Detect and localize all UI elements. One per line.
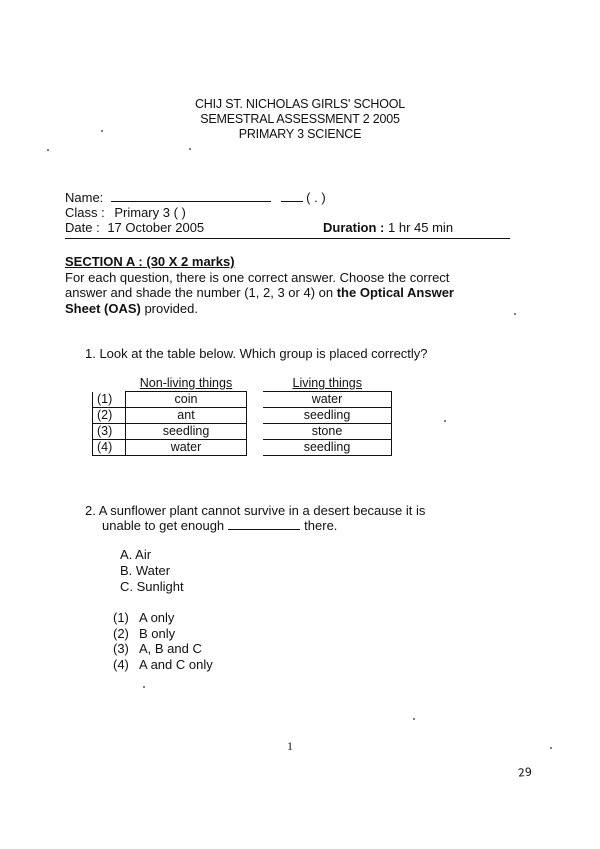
instruction-text: answer and shade the number (1, 2, 3 or 4) on <box>65 285 337 300</box>
register-bracket: ( . ) <box>306 190 326 205</box>
option-list <box>120 547 184 595</box>
name-row <box>65 190 510 205</box>
name-blank <box>111 190 271 202</box>
instruction-oas: Sheet (OAS) <box>65 300 141 316</box>
info-divider <box>65 238 510 239</box>
section-a <box>65 254 505 316</box>
date-label: Date : <box>65 220 100 235</box>
instruction-bold: the Optical Answer <box>336 285 454 300</box>
page-number: 1 <box>287 739 293 753</box>
handwritten-mark: 29 <box>517 765 533 780</box>
answer-number: (4) <box>113 656 129 672</box>
nonliving-cell: seedling <box>126 424 247 440</box>
duration-label: Duration : <box>323 220 385 235</box>
scan-speck <box>143 686 145 688</box>
scan-speck <box>189 148 191 150</box>
header-living: Living things <box>263 376 392 392</box>
table-row <box>93 440 392 456</box>
exam-header <box>0 97 600 142</box>
living-cell: stone <box>263 424 392 440</box>
answer-number: (3) <box>113 641 129 656</box>
option-item: C. Sunlight <box>120 579 184 594</box>
class-row <box>65 205 510 220</box>
row-number: (4) <box>93 440 126 456</box>
header-gap <box>247 376 264 392</box>
header-spacer <box>93 376 126 392</box>
instruction-line-1: For each question, there is one correct answer. Choose the correct <box>65 269 450 285</box>
answer-list <box>113 610 213 672</box>
table-header-row <box>93 376 392 392</box>
answer-text: A only <box>139 610 175 625</box>
table-row <box>93 392 392 408</box>
header-nonliving: Non-living things <box>126 376 247 392</box>
answer-number: (2) <box>113 625 129 641</box>
answer-blank <box>228 519 300 530</box>
class-value: Primary 3 ( ) <box>114 205 186 220</box>
section-title: SECTION A : (30 X 2 marks) <box>65 254 235 269</box>
nonliving-cell: water <box>126 440 247 456</box>
row-number: (2) <box>93 408 126 424</box>
question-2 <box>85 503 505 533</box>
date-value: 17 October 2005 <box>107 220 205 235</box>
scan-speck <box>47 149 49 151</box>
answer-number: (1) <box>113 610 129 625</box>
scan-speck <box>444 420 446 422</box>
exam-title: SEMESTRAL ASSESSMENT 2 2005 <box>200 112 400 126</box>
table-row <box>93 408 392 424</box>
instruction-line-2 <box>65 285 505 301</box>
answer-text: B only <box>139 625 176 641</box>
row-number: (3) <box>93 424 126 440</box>
living-cell: water <box>263 392 392 408</box>
duration <box>323 220 453 235</box>
answer-item <box>113 610 213 626</box>
scan-speck <box>550 747 552 749</box>
name-label: Name: <box>65 190 104 205</box>
instruction-end: provided. <box>140 300 198 316</box>
row-number: (1) <box>93 392 126 408</box>
question-2-end: there. <box>304 518 338 533</box>
subject-title: PRIMARY 3 SCIENCE <box>238 127 362 141</box>
scan-speck <box>101 130 103 132</box>
living-cell: seedling <box>263 440 392 456</box>
student-info <box>65 190 510 239</box>
answer-item <box>113 641 213 657</box>
option-item: A. Air <box>120 547 152 562</box>
scan-speck <box>413 718 415 720</box>
name-blank-2 <box>281 190 303 202</box>
answer-item <box>113 626 213 642</box>
nonliving-cell: ant <box>126 408 247 424</box>
living-cell: seedling <box>263 408 392 424</box>
scan-speck <box>514 313 516 315</box>
class-label: Class : <box>65 205 105 220</box>
answer-text: A and C only <box>139 656 213 672</box>
instruction-line-3 <box>65 301 505 317</box>
question-1: 1. Look at the table below. Which group is placed correctly? <box>85 346 428 361</box>
nonliving-cell: coin <box>126 392 247 408</box>
question-2-line-2 <box>85 518 505 533</box>
school-name: CHIJ ST. NICHOLAS GIRLS' SCHOOL <box>194 97 406 111</box>
classification-table <box>92 376 392 456</box>
option-item: B. Water <box>120 563 171 578</box>
answer-text: A, B and C <box>139 641 202 656</box>
table-row <box>93 424 392 440</box>
question-2-text: unable to get enough <box>102 518 225 533</box>
date-row <box>65 220 510 235</box>
duration-value: 1 hr 45 min <box>388 220 454 235</box>
question-2-line-1: 2. A sunflower plant cannot survive in a desert because it is <box>85 503 426 518</box>
answer-item <box>113 657 213 673</box>
